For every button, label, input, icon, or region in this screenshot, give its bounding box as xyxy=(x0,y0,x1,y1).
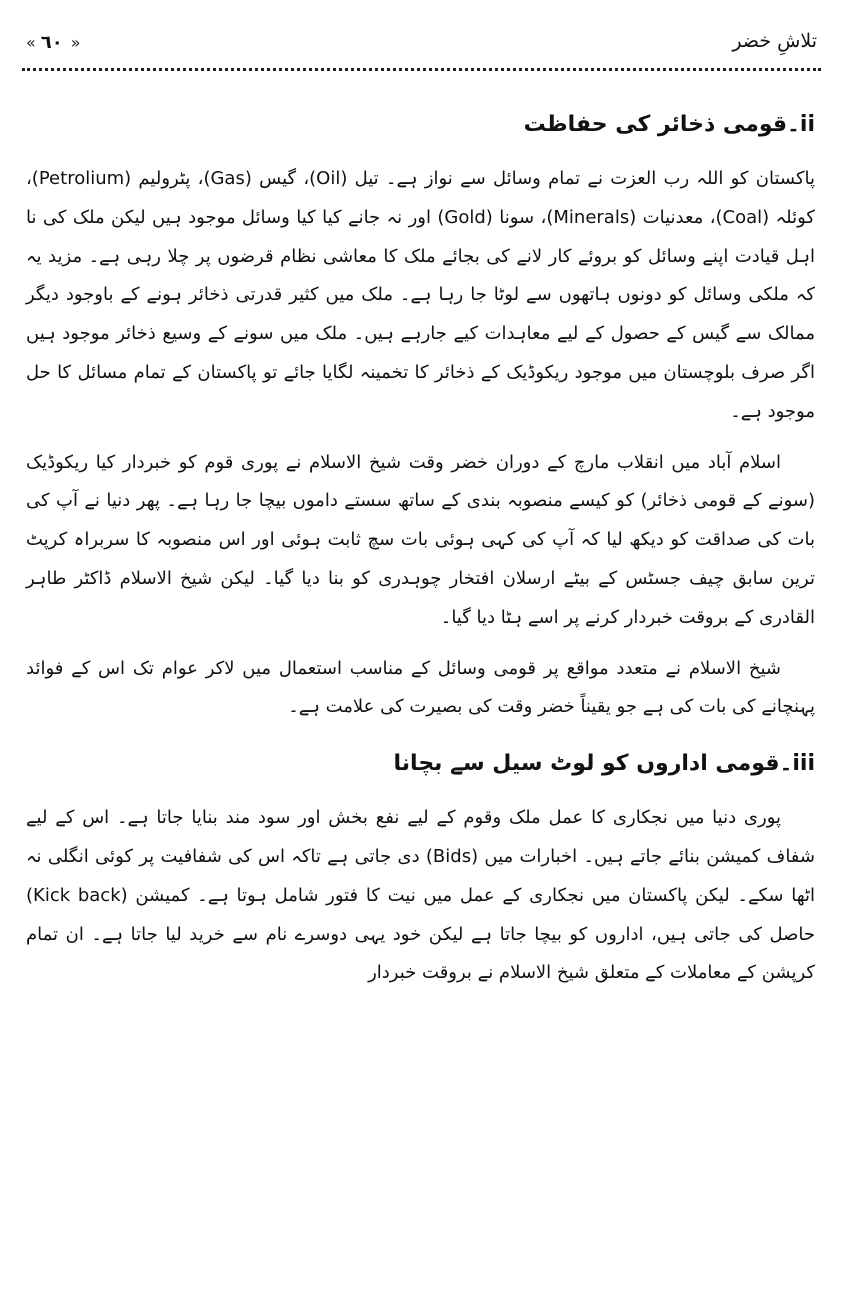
page-body xyxy=(26,100,815,1005)
paragraph: شیخ الاسلام نے متعدد مواقع پر قومی وسائل کے مناسب استعمال میں لاکر عوام تک اس کے فوائد پہنچانے کی بات کی ہے جو یقیناً خضر وقت کی بصیرت کی علامت ہے۔ xyxy=(26,657,815,718)
book-title: تلاشِ خضر xyxy=(732,30,817,52)
ornament-left-icon: « xyxy=(26,33,33,52)
page-header xyxy=(22,22,821,72)
paragraph: پوری دنیا میں نجکاری کا عمل ملک وقوم کے لیے نفع بخش اور سود مند بنایا جاتا ہے۔ اس کے لیے شفاف کمیشن بنائے جاتے ہیں۔ اخبارات میں (Bids) دی جاتی ہے تاکہ اس کی شفافیت پر کوئی انگلی نہ اٹھا سکے۔ لیکن پاکستان میں نجکاری کے عمل میں نیت کا فتور شامل ہوتا ہے۔ کمیشن (Kick back) حاصل کی جاتی ہیں، اداروں کو بیچا جاتا ہے لیکن خود یہی دوسرے نام سے خرید لیا جاتا ہے۔ ان تمام کرپشن کے معاملات کے متعلق شیخ الاسلام نے بروقت خبردار xyxy=(26,807,816,984)
page-number-block xyxy=(26,32,78,53)
ornament-right-icon: » xyxy=(70,33,78,52)
section-heading-iii: iii۔قومی اداروں کو لوٹ سیل سے بچانا xyxy=(393,751,815,777)
paragraph: اسلام آباد میں انقلاب مارچ کے دوران خضر وقت شیخ الاسلام نے پوری قوم کو خبردار کیا ریکوڈیک (سونے کے قومی ذخائر) کو کیسے منصوبہ بندی کے ساتھ سستے داموں بیچا جا رہا ہے۔ پھر دنیا نے آپ کی بات کی صداقت کو دیکھ لیا کہ آپ کی کہی ہوئی بات سچ ثابت ہوئی اور اس منصوبہ کا سربراہ کرپٹ ترین سابق چیف جسٹس کے بیٹے ارسلان افتخار چوہدری کو بنا دیا گیا۔ لیکن شیخ الاسلام ڈاکٹر طاہر القادری کے بروقت خبردار کرنے پر اسے ہٹا دیا گیا۔ xyxy=(26,451,815,628)
header-dotted-rule xyxy=(22,68,821,71)
paragraph: پاکستان کو اللہ رب العزت نے تمام وسائل سے نواز ہے۔ تیل (Oil)، گیس (Gas)، پٹرولیم (Petrolium)، کوئلہ (Coal)، معدنیات (Minerals)، سونا (Gold) اور نہ جانے کیا کیا وسائل موجود ہیں لیکن ملک کی نا اہل قیادت اپنے وسائل کو بروئے کار لانے کی بجائے ملک کا معاشی نظام قرضوں پر چلا رہی ہے۔ مزید یہ کہ ملکی وسائل کو دونوں ہاتھوں سے لوٹا جا رہا ہے۔ ملک میں کثیر قدرتی ذخائر ہونے کے باوجود دیگر ممالک سے گیس کے حصول کے لیے معاہدات کیے جارہے ہیں۔ ملک میں سونے کے وسیع ذخائر موجود ہیں اگر صرف بلوچستان میں موجود ریکوڈیک کے ذخائر کا تخمینہ لگایا جائے تو پاکستان کے تمام مسائل کا حل موجود ہے۔ xyxy=(26,168,816,422)
section-heading-ii: ii۔قومی ذخائر کی حفاظت xyxy=(523,112,815,137)
page-number: ٦٠ xyxy=(40,32,63,53)
